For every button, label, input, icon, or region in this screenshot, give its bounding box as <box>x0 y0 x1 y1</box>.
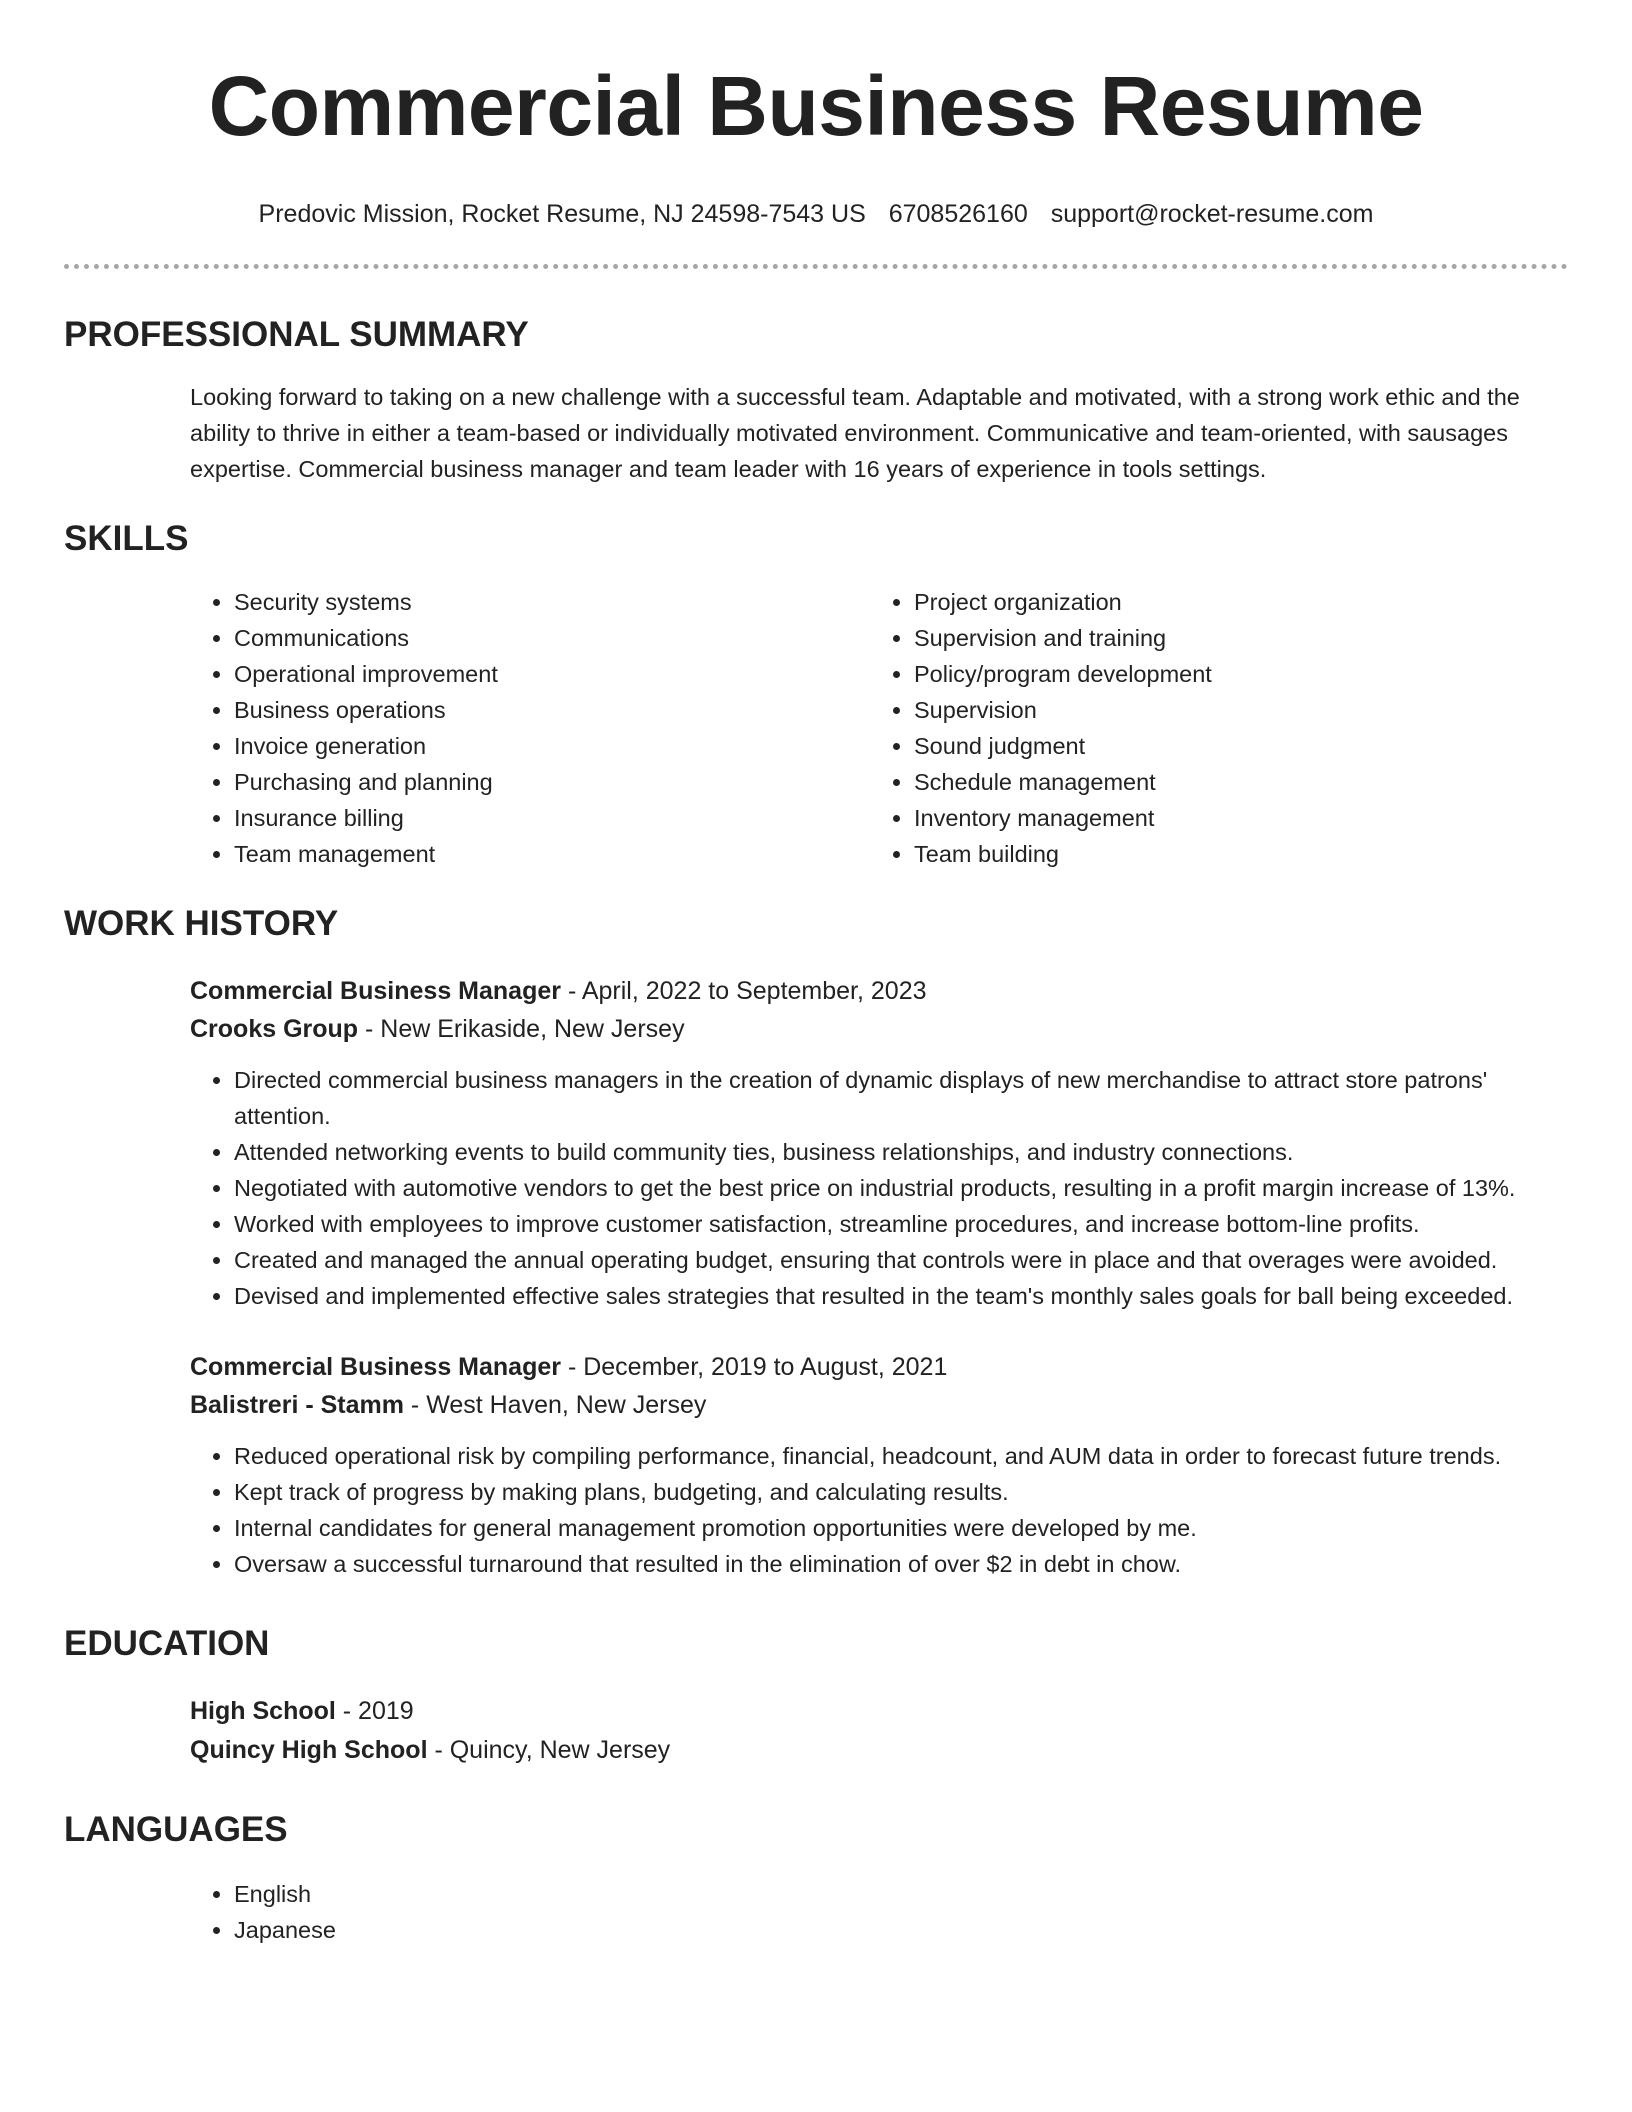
education-heading: EDUCATION <box>64 1624 270 1663</box>
contact-address: Predovic Mission, Rocket Resume, NJ 24598-7543 US <box>258 200 866 228</box>
job-bullet: • Internal candidates for general management promotion opportunities were developed by me. <box>234 1510 1568 1546</box>
language-item: • Japanese <box>234 1912 1568 1948</box>
job-location: - West Haven, New Jersey <box>410 1391 707 1419</box>
skill-item: • Sound judgment <box>914 728 1550 764</box>
job-header <box>190 972 1568 1048</box>
job-bullet: • Worked with employees to improve customer satisfaction, streamline procedures, and increase bottom-line profits. <box>234 1206 1568 1242</box>
education-entry <box>190 1692 1568 1770</box>
skill-item: • Project organization <box>914 584 1550 620</box>
job-bullet: • Created and managed the annual operating budget, ensuring that controls were in place and that overages were avoided. <box>234 1242 1568 1278</box>
job-dates: - April, 2022 to September, 2023 <box>567 977 927 1005</box>
education-degree-line <box>190 1692 1568 1731</box>
skill-item: • Security systems <box>234 584 870 620</box>
skill-item: • Communications <box>234 620 870 656</box>
skills-list-left <box>190 584 870 872</box>
skill-item: • Supervision and training <box>914 620 1550 656</box>
job-location: - New Erikaside, New Jersey <box>365 1015 685 1043</box>
education-school-line <box>190 1731 1568 1770</box>
job-entry <box>64 1348 1568 1582</box>
job-company-line <box>190 1010 1568 1048</box>
job-bullet: • Directed commercial business managers in the creation of dynamic displays of new merchandise to attract store patrons' attention. <box>234 1062 1568 1134</box>
education-section <box>64 1622 1568 1770</box>
job-role: Commercial Business Manager <box>190 977 561 1005</box>
job-dates: - December, 2019 to August, 2021 <box>567 1353 948 1381</box>
job-entry <box>64 972 1568 1314</box>
education-degree: High School <box>190 1697 336 1725</box>
skill-item: • Team building <box>914 836 1550 872</box>
contact-phone: 6708526160 <box>888 200 1028 228</box>
work-history-section <box>64 902 1568 1582</box>
contact-email: support@rocket-resume.com <box>1050 200 1374 228</box>
summary-section <box>64 313 1568 487</box>
job-bullet: • Negotiated with automotive vendors to get the best price on industrial products, resulting in a profit margin increase of 13%. <box>234 1170 1568 1206</box>
job-bullet-list <box>190 1438 1568 1582</box>
skills-list-right <box>870 584 1550 872</box>
job-header <box>190 1348 1568 1424</box>
skill-item: • Policy/program development <box>914 656 1550 692</box>
skill-item: • Supervision <box>914 692 1550 728</box>
skill-item: • Operational improvement <box>234 656 870 692</box>
skill-item: • Schedule management <box>914 764 1550 800</box>
header-divider <box>64 264 1568 269</box>
skills-section <box>64 517 1568 872</box>
skill-item: • Purchasing and planning <box>234 764 870 800</box>
summary-text: Looking forward to taking on a new challenge with a successful team. Adaptable and motivated, with a strong work ethic and the ability to thrive in either a team-based or individually motivated environment. Communicative and team-oriented, with sausages expertise. Commercial business manager and team leader with 16 years of experience in tools settings. <box>190 384 1520 482</box>
skills-grid <box>190 584 1568 872</box>
education-year: - 2019 <box>342 1697 414 1725</box>
summary-heading: PROFESSIONAL SUMMARY <box>64 315 529 354</box>
education-location: - Quincy, New Jersey <box>434 1736 671 1764</box>
languages-list <box>190 1876 1568 1948</box>
job-company: Balistreri - Stamm <box>190 1391 404 1419</box>
skill-item: • Team management <box>234 836 870 872</box>
job-bullet: • Oversaw a successful turnaround that resulted in the elimination of over $2 in debt in chow. <box>234 1546 1568 1582</box>
contact-line <box>64 198 1568 230</box>
job-bullet: • Devised and implemented effective sales strategies that resulted in the team's monthly sales goals for ball being exceeded. <box>234 1278 1568 1314</box>
language-item: • English <box>234 1876 1568 1912</box>
job-bullet-list <box>190 1062 1568 1314</box>
job-title-line <box>190 1348 1568 1386</box>
skill-item: • Insurance billing <box>234 800 870 836</box>
resume-title: Commercial Business Resume <box>208 59 1424 153</box>
job-role: Commercial Business Manager <box>190 1353 561 1381</box>
job-title-line <box>190 972 1568 1010</box>
job-bullet: • Reduced operational risk by compiling performance, financial, headcount, and AUM data in order to forecast future trends. <box>234 1438 1568 1474</box>
skill-item: • Invoice generation <box>234 728 870 764</box>
job-company: Crooks Group <box>190 1015 359 1043</box>
job-bullet: • Attended networking events to build community ties, business relationships, and industry connections. <box>234 1134 1568 1170</box>
skill-item: • Business operations <box>234 692 870 728</box>
languages-heading: LANGUAGES <box>64 1810 288 1849</box>
job-company-line <box>190 1386 1568 1424</box>
job-bullet: • Kept track of progress by making plans, budgeting, and calculating results. <box>234 1474 1568 1510</box>
education-school: Quincy High School <box>190 1736 428 1764</box>
languages-section <box>64 1808 1568 1948</box>
skills-heading: SKILLS <box>64 519 189 558</box>
work-history-heading: WORK HISTORY <box>64 904 339 943</box>
skill-item: • Inventory management <box>914 800 1550 836</box>
